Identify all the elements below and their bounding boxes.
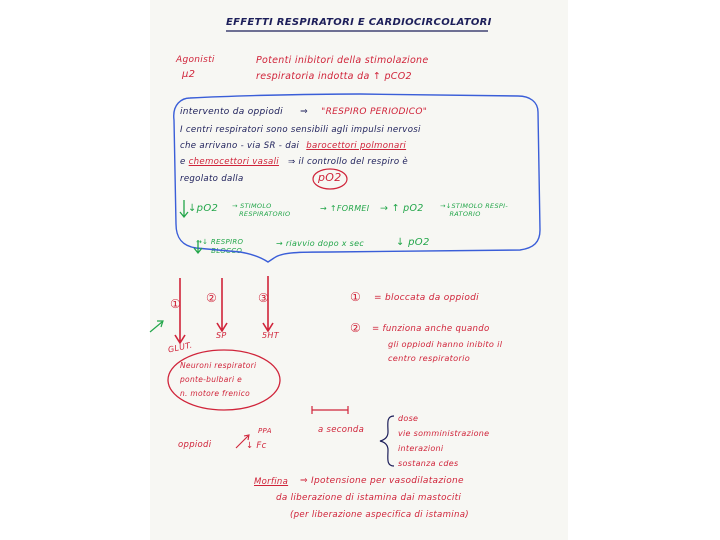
green-row1-a: ↓pO2 — [188, 203, 219, 214]
green-tick — [150, 321, 163, 332]
box-line-1-red: "RESPIRO PERIODICO" — [321, 107, 428, 117]
box-line-2: I centri respiratori sono sensibili agli impulsi nervosi — [180, 125, 421, 135]
marker-3: ③ — [258, 291, 270, 305]
box-line-4-red: chemocettori vasali — [188, 157, 279, 167]
green-down-arrow-1 — [180, 200, 188, 217]
green-row2-a: →↓ RESPIRO BLOCCO — [196, 238, 244, 256]
marker-1: ① — [170, 297, 182, 311]
red-segment — [312, 406, 348, 414]
box-line-1-arrow: ⇒ — [300, 107, 308, 117]
note-ellipse — [168, 350, 280, 410]
morfina-line-2: da liberazione di istamina dai mastociti — [276, 493, 462, 503]
box-line-4-a: e — [180, 157, 186, 167]
circle-note-2: ponte-bulbari e — [180, 375, 242, 384]
box-line-3-red: barocettori polmonari — [306, 141, 407, 151]
red-arrow-3 — [263, 276, 273, 331]
morfina-line-3: (per liberazione aspecifica di istamina) — [290, 510, 469, 520]
red-arrow-2 — [217, 278, 227, 331]
circle-note-3: n. motore frenico — [180, 389, 251, 398]
green-row1-b: → STIMOLO RESPIRATORIO — [232, 202, 291, 218]
brace-item-3: interazioni — [398, 444, 444, 453]
agonisti-line-2: respiratoria indotta da ↑ pCO2 — [256, 71, 412, 82]
po2-circle — [313, 169, 347, 189]
legend-1-num: ① — [350, 290, 362, 304]
green-row2-b: → riavvio dopo x sec — [276, 239, 365, 248]
glut-label: GLUT. — [167, 340, 194, 355]
marker-2: ② — [206, 291, 218, 305]
circle-note-1: Neuroni respiratori — [180, 361, 257, 370]
ppa-label: PPA — [258, 427, 272, 435]
legend-1-text: = bloccata da oppiodi — [374, 293, 479, 303]
morfina-label: Morfina — [254, 477, 289, 487]
fc-label: ↓ Fc — [246, 441, 267, 451]
green-row1-d: → ↑ pO2 — [380, 203, 424, 214]
oppiodi-label: oppiodi — [178, 440, 212, 450]
agonisti-line-1: Potenti inibitori della stimolazione — [256, 55, 429, 66]
page-title: EFFETTI RESPIRATORI E CARDIOCIRCOLATORI — [226, 17, 492, 28]
box-line-3-a: che arrivano - via SR - dai — [180, 141, 300, 151]
morfina-line-1: ⇒ Ipotensione per vasodilatazione — [300, 476, 464, 486]
green-down-arrow-2 — [194, 240, 202, 253]
legend-2-line2: gli oppiodi hanno inibito il — [388, 339, 503, 349]
oppiodi-arrow-up — [236, 435, 249, 448]
mu2-label: μ2 — [182, 69, 196, 80]
green-row2-c: ↓ pO2 — [396, 237, 430, 248]
brace-item-4: sostanza cdes — [398, 459, 459, 468]
legend-2-num: ② — [350, 321, 362, 335]
sht-label: 5HT — [262, 331, 279, 340]
a-seconda-label: a seconda — [318, 425, 365, 435]
box-line-4-b: ⇒ il controllo del respiro è — [288, 157, 409, 167]
blue-outline-box — [174, 94, 540, 262]
agonisti-label: Agonisti — [176, 55, 215, 65]
po2-circled: pO2 — [318, 171, 342, 184]
red-arrow-1 — [175, 278, 185, 343]
box-line-5: regolato dalla — [180, 174, 244, 184]
curly-brace — [380, 416, 394, 466]
green-row1-c: → ↑FORMEI — [320, 204, 370, 213]
brace-item-1: dose — [398, 414, 419, 423]
brace-item-2: vie somministrazione — [398, 429, 490, 438]
green-row1-e: →↓STIMOLO RESPI- RATORIO — [440, 202, 508, 218]
legend-2-text: = funziona anche quando — [372, 324, 490, 334]
box-line-1-text: intervento da oppiodi — [180, 107, 283, 117]
legend-2-line3: centro respiratorio — [388, 353, 471, 363]
sp-label: SP — [216, 331, 227, 340]
